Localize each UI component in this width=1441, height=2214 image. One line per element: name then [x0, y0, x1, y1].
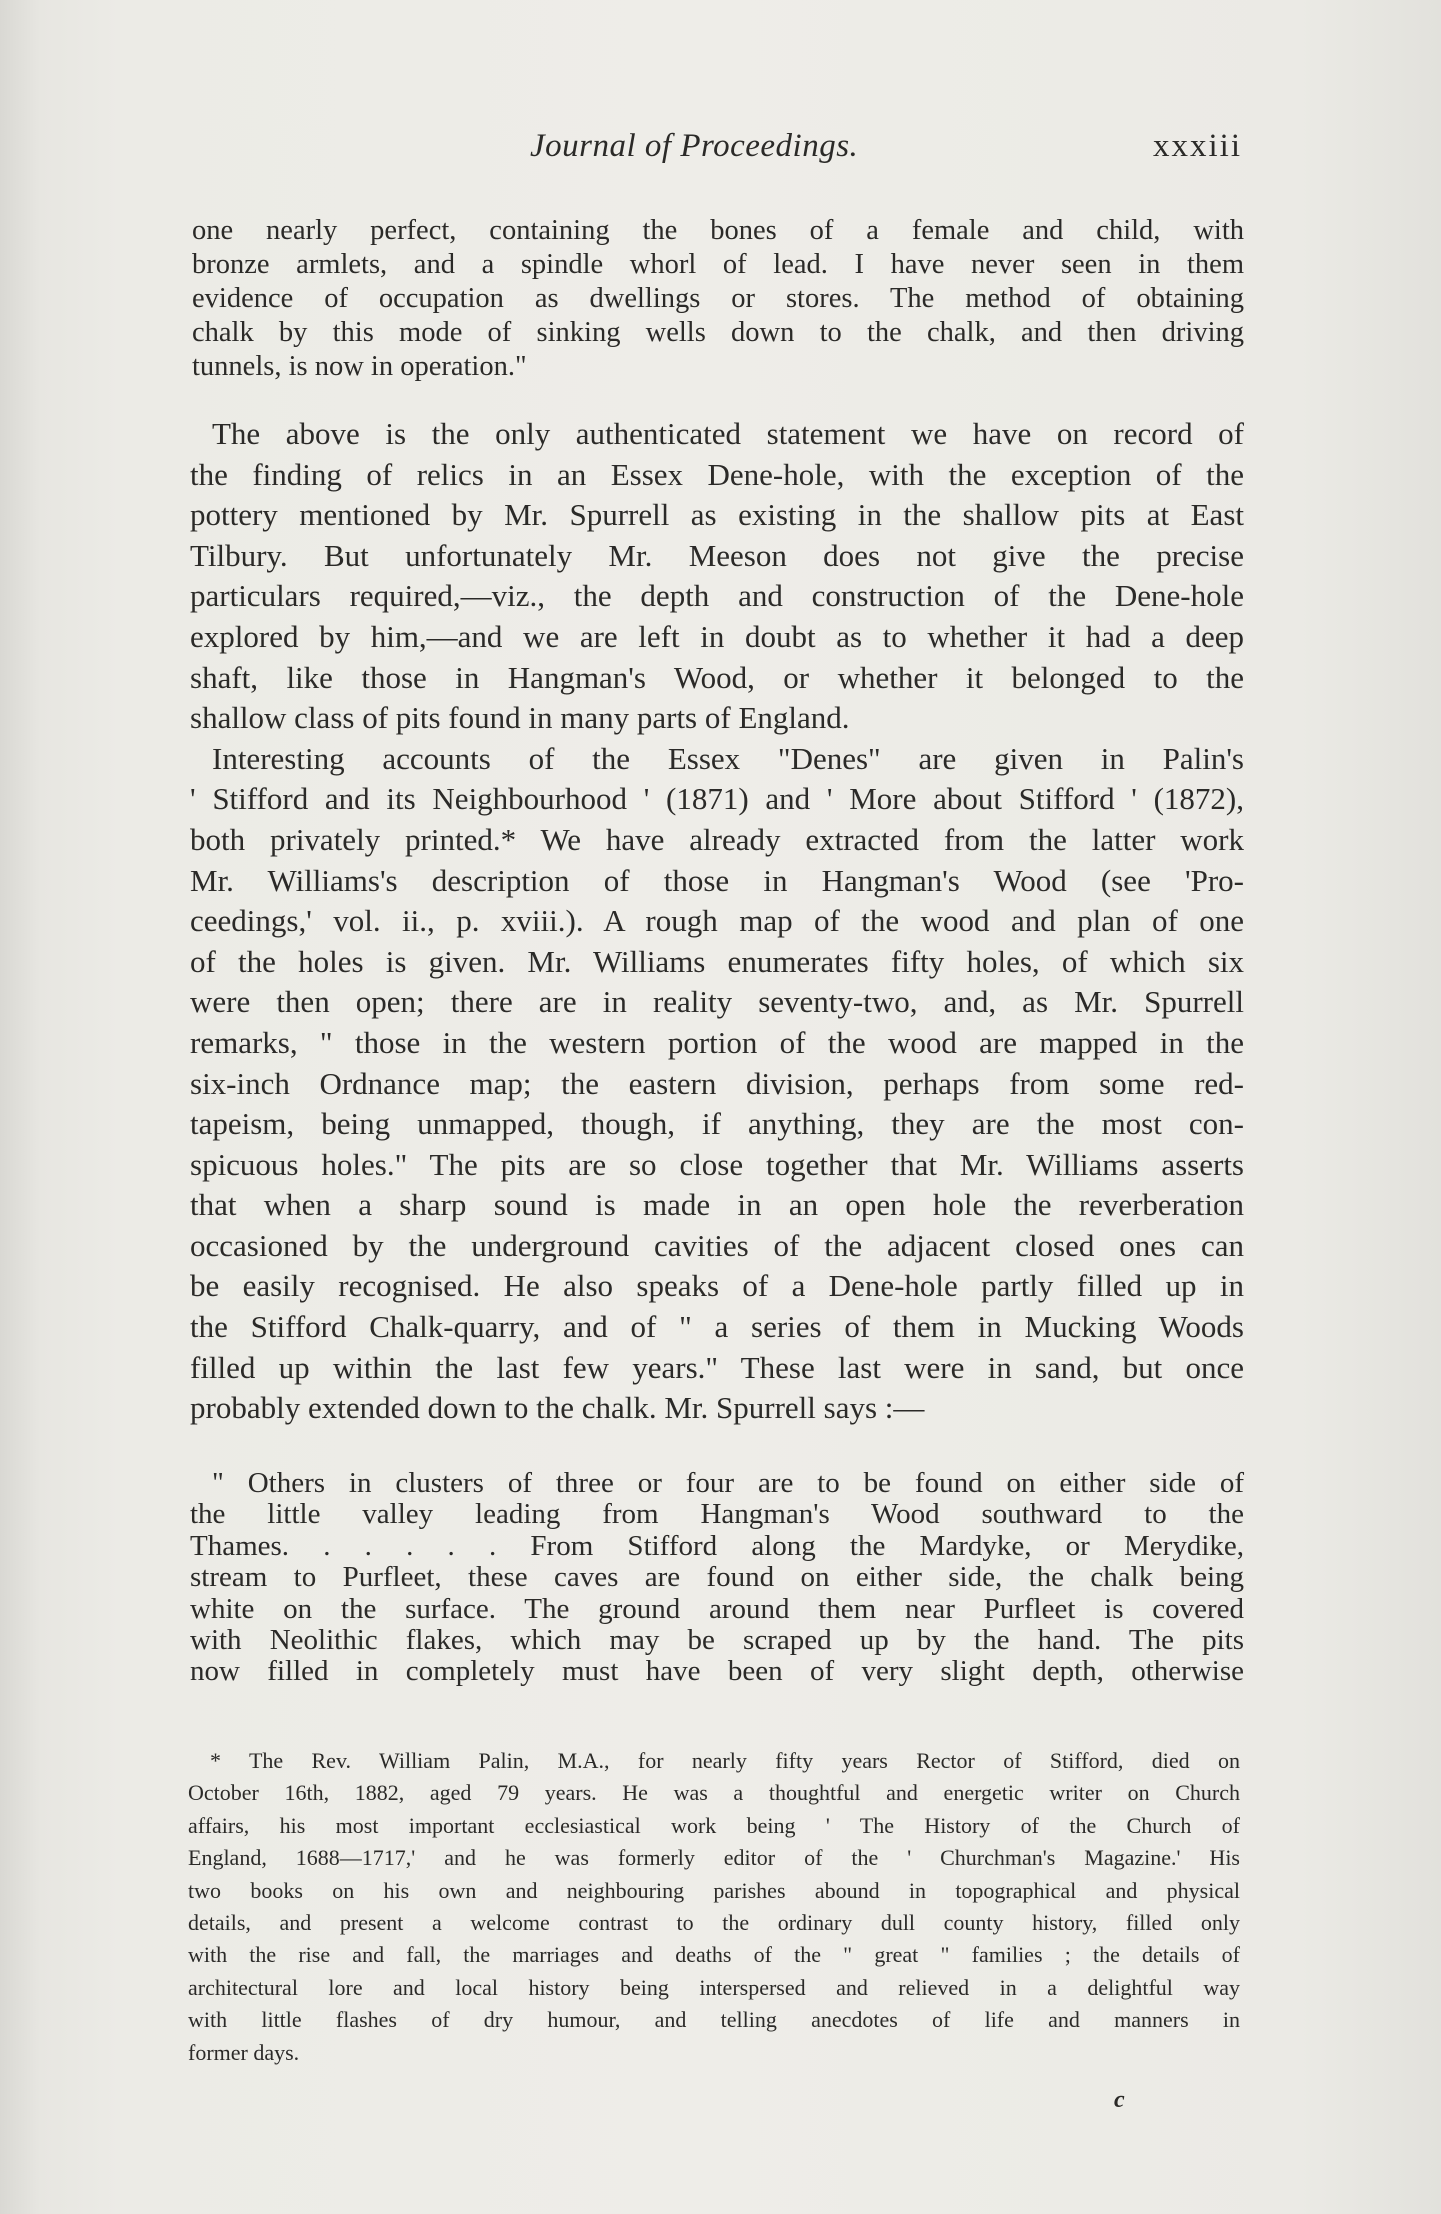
page-number: xxxiii — [1152, 128, 1242, 164]
page-header — [190, 128, 1242, 172]
text-line: Interesting accounts of the Essex "Denes" are given in Palin's — [212, 740, 1244, 776]
text-line: ceedings,' vol. ii., p. xviii.). A rough map of the wood and plan of one — [190, 903, 1244, 939]
quote-line: one nearly perfect, containing the bones of a female and child, with — [192, 215, 1244, 246]
footnote-line: affairs, his most important ecclesiastical work being ' The History of the Church of — [188, 1812, 1240, 1838]
text-line: pottery mentioned by Mr. Spurrell as existing in the shallow pits at East — [190, 497, 1244, 533]
signature-mark: c — [1114, 2087, 1125, 2113]
footnote-line: * The Rev. William Palin, M.A., for nearly fifty years Rector of Stifford, died on — [210, 1748, 1240, 1773]
text-line: ' Stifford and its Neighbourhood ' (1871) and ' More about Stifford ' (1872), — [190, 781, 1244, 817]
quote-line: stream to Purfleet, these caves are found on either side, the chalk being — [190, 1561, 1244, 1594]
text-line: Tilbury. But unfortunately Mr. Meeson does not give the precise — [190, 537, 1244, 573]
text-line: explored by him,—and we are left in doubt as to whether it had a deep — [190, 618, 1244, 654]
text-line: that when a sharp sound is made in an open hole the reverberation — [190, 1187, 1244, 1223]
quote-line: white on the surface. The ground around them near Purfleet is covered — [190, 1592, 1244, 1625]
footnote-line: details, and present a welcome contrast to the ordinary dull county history, filled only — [188, 1910, 1240, 1936]
text-line: filled up within the last few years." These last were in sand, but once — [190, 1349, 1244, 1385]
footnote-line: England, 1688—1717,' and he was formerly editor of the ' Churchman's Magazine.' His — [188, 1845, 1240, 1871]
text-line: be easily recognised. He also speaks of a Dene-hole partly filled up in — [190, 1268, 1244, 1304]
quote-line: bronze armlets, and a spindle whorl of lead. I have never seen in them — [192, 249, 1244, 280]
text-line: six-inch Ordnance map; the eastern division, perhaps from some red- — [190, 1065, 1244, 1101]
quote-line: tunnels, is now in operation." — [192, 351, 527, 382]
quote-line: Thames. . . . . . From Stifford along the Mardyke, or Merydike, — [190, 1529, 1244, 1562]
text-line: Mr. Williams's description of those in Hangman's Wood (see 'Pro- — [190, 862, 1244, 898]
block-quote — [190, 1468, 1244, 1688]
text-line: the Stifford Chalk-quarry, and of " a series of them in Mucking Woods — [190, 1309, 1244, 1345]
text-line: the finding of relics in an Essex Dene-hole, with the exception of the — [190, 456, 1244, 492]
quote-line: now filled in completely must have been of very slight depth, otherwise — [190, 1655, 1244, 1688]
quote-line: the little valley leading from Hangman's Wood southward to the — [190, 1498, 1244, 1531]
quote-line: chalk by this mode of sinking wells down to the chalk, and then driving — [192, 317, 1244, 348]
footnote-line: former days. — [188, 2039, 300, 2065]
text-line: spicuous holes." The pits are so close together that Mr. Williams asserts — [190, 1146, 1244, 1182]
text-line: shaft, like those in Hangman's Wood, or whether it belonged to the — [190, 659, 1244, 695]
text-line: particulars required,—viz., the depth and construction of the Dene-hole — [190, 578, 1244, 614]
text-line: were then open; there are in reality seventy-two, and, as Mr. Spurrell — [190, 984, 1244, 1020]
quote-line: evidence of occupation as dwellings or stores. The method of obtaining — [192, 283, 1244, 314]
footnote — [188, 1745, 1240, 2069]
running-title: Journal of Proceedings. — [530, 128, 859, 164]
text-line: The above is the only authenticated statement we have on record of — [212, 416, 1244, 451]
quote-line: with Neolithic flakes, which may be scraped up by the hand. The pits — [190, 1624, 1244, 1657]
footnote-line: with the rise and fall, the marriages and deaths of the " great " families ; the details of — [188, 1942, 1240, 1968]
footnote-line: with little flashes of dry humour, and telling anecdotes of life and manners in — [188, 2007, 1240, 2033]
quote-line: " Others in clusters of three or four are to be found on either side of — [212, 1467, 1244, 1499]
text-line: probably extended down to the chalk. Mr. Spurrell says :— — [190, 1390, 925, 1426]
text-line: both privately printed.* We have already extracted from the latter work — [190, 821, 1244, 857]
body-text — [190, 414, 1244, 1429]
footnote-line: two books on his own and neighbouring parishes abound in topographical and physical — [188, 1877, 1240, 1903]
text-line: occasioned by the underground cavities of the adjacent closed ones can — [190, 1227, 1244, 1263]
text-line: of the holes is given. Mr. Williams enumerates fifty holes, of which six — [190, 943, 1244, 979]
footnote-line: October 16th, 1882, aged 79 years. He was a thoughtful and energetic writer on Church — [188, 1780, 1240, 1806]
quote-continuation — [192, 214, 1244, 384]
text-line: shallow class of pits found in many parts of England. — [190, 700, 850, 736]
footnote-line: architectural lore and local history being interspersed and relieved in a delightful way — [188, 1974, 1240, 2000]
text-line: tapeism, being unmapped, though, if anything, they are the most con- — [190, 1106, 1244, 1142]
paragraph-1 — [190, 414, 1244, 739]
text-line: remarks, " those in the western portion of the wood are mapped in the — [190, 1024, 1244, 1060]
paragraph-2 — [190, 739, 1244, 1429]
